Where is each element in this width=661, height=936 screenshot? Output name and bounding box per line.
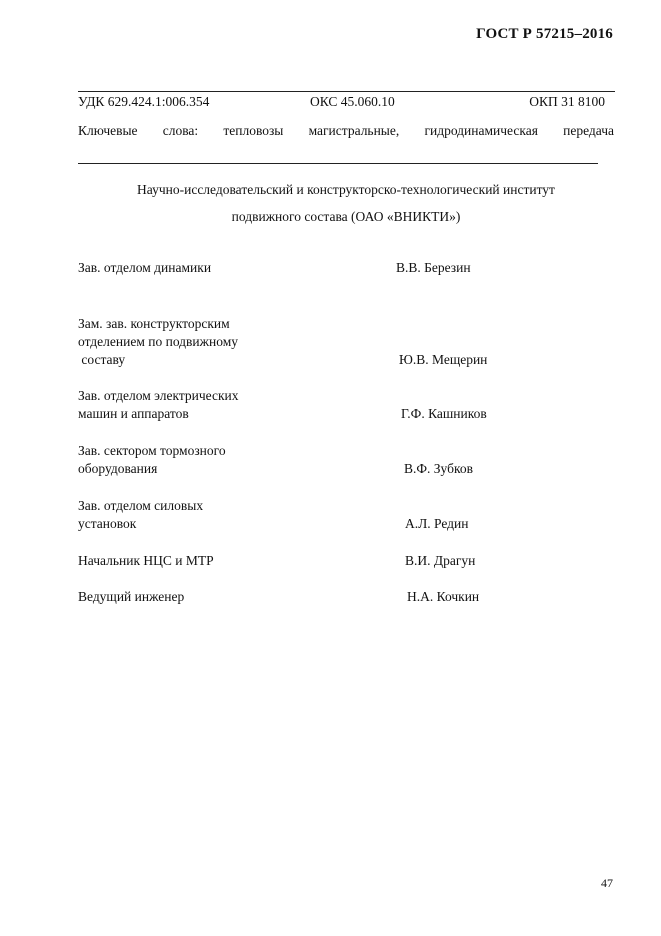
- institute-name: [78, 176, 614, 230]
- signatory-role: Зав. сектором тормозного оборудования: [78, 443, 226, 476]
- signatory-role: Зав. отделом силовых установок: [78, 498, 204, 531]
- signatory-name: В.И. Драгун: [405, 553, 476, 568]
- signatory-role: Ведущий инженер: [78, 589, 185, 604]
- signatory-name: А.Л. Редин: [405, 516, 469, 531]
- page-number: 47: [601, 876, 613, 890]
- signatory-name: Ю.В. Мещерин: [399, 352, 488, 367]
- codes-top-rule: [78, 91, 615, 92]
- oks-code: ОКС 45.060.10: [310, 94, 395, 109]
- classification-codes: [78, 94, 615, 112]
- institute-line-2: подвижного состава (ОАО «ВНИКТИ»): [231, 209, 461, 224]
- keywords: Ключевые слова: тепловозы магистральные, гидродинамическая передача: [78, 123, 614, 138]
- signatory-role: Начальник НЦС и МТР: [78, 553, 214, 568]
- signatory-name: Н.А. Кочкин: [407, 589, 480, 604]
- okp-code: ОКП 31 8100: [529, 94, 605, 109]
- signatory-role: Зам. зав. конструкторским отделением по подвижному составу: [78, 316, 238, 367]
- standard-number: ГОСТ Р 57215–2016: [476, 26, 613, 42]
- signatory-name: В.Ф. Зубков: [404, 461, 473, 476]
- signatory-name: В.В. Березин: [396, 260, 471, 275]
- signatory-role: Зав. отделом динамики: [78, 260, 212, 275]
- keywords-rule: [78, 163, 598, 164]
- udk-code: УДК 629.424.1:006.354: [78, 94, 210, 109]
- institute-line-1: Научно-исследовательский и конструкторско-технологический институт: [137, 182, 555, 197]
- signatory-name: Г.Ф. Кашников: [401, 406, 487, 421]
- signatory-role: Зав. отделом электрических машин и аппаратов: [78, 388, 239, 421]
